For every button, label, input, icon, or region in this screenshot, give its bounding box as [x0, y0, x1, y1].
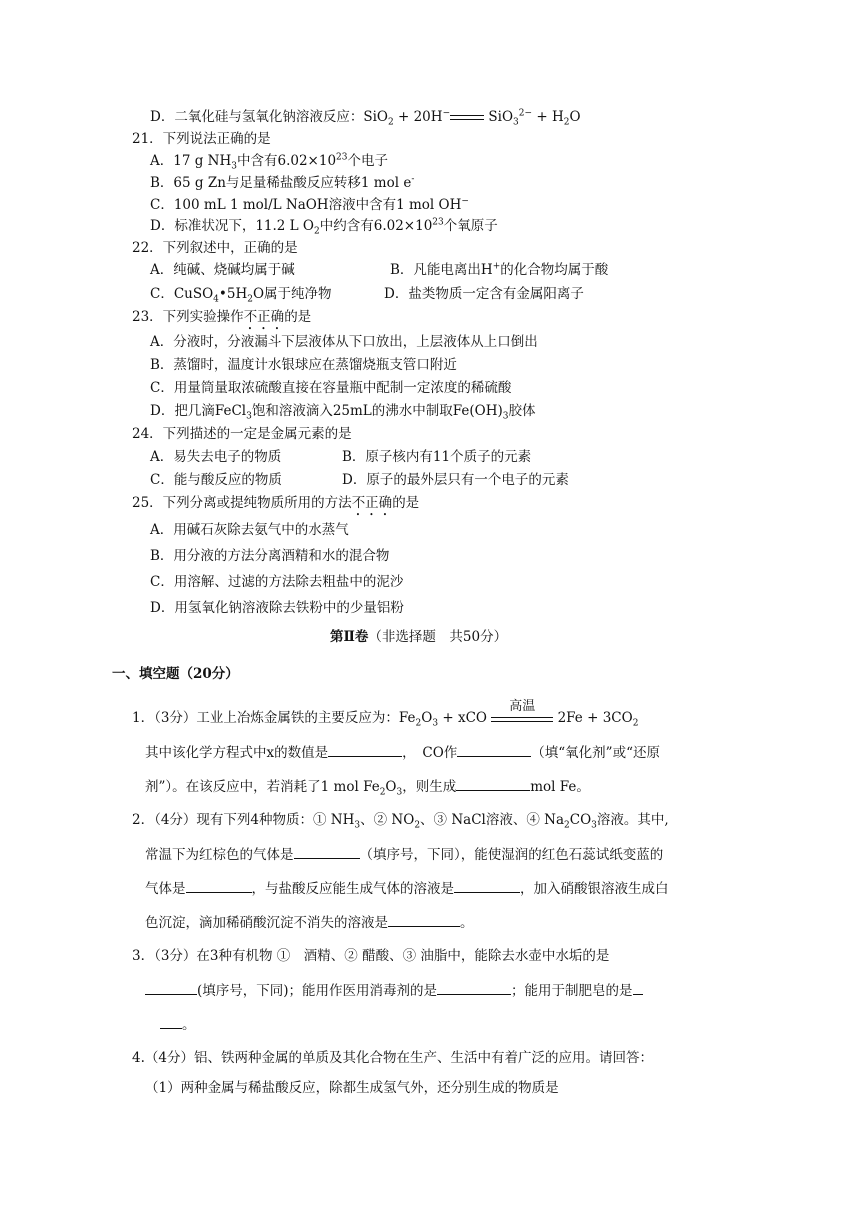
q21-option-d: D．标准状况下，11.2 L $O_2$中约含有$6.02\times 10^{23}$个氧原子	[150, 217, 498, 237]
problem2-line2: 常温下为红棕色的气体是 （填序号，下同），能使湿润的红色石蕊试纸变蓝的	[145, 844, 663, 865]
q23-option-c: C．用量筒量取浓硫酸直接在容量瓶中配制一定浓度的稀硫酸	[150, 380, 512, 396]
problem1-line3: 剂”）。在该反应中，若消耗了1 mol $Fe_2O_3$，则生成 mol Fe。	[145, 776, 590, 797]
q21-option-c: C．100 mL 1 mol/L NaOH溶液中含有1 mol OH−	[150, 196, 469, 213]
q24-stem: 24．下列描述的一定是金属元素的是	[132, 426, 352, 442]
problem3-line2: (填序号，下同)；能用作医用消毒剂的是 ；能用于制肥皂的是	[145, 980, 643, 1001]
answer-blank[interactable]	[145, 980, 197, 995]
q25-option-b: B．用分液的方法分离酒精和水的混合物	[150, 548, 390, 564]
answer-blank[interactable]	[456, 776, 530, 791]
q25-option-a: A．用碱石灰除去氨气中的水蒸气	[150, 522, 349, 538]
answer-blank[interactable]	[437, 980, 511, 995]
q22-option-a: A．纯碱、烧碱均属于碱	[150, 262, 295, 278]
q21-stem: 21．下列说法正确的是	[132, 131, 271, 147]
answer-blank[interactable]	[633, 980, 643, 995]
q24-option-c: C．能与酸反应的物质	[150, 472, 282, 488]
problem3-line3: 。	[160, 1014, 196, 1035]
q24-option-b: B．原子核内有11个质子的元素	[342, 449, 532, 465]
answer-blank[interactable]	[454, 878, 520, 893]
q22-option-d: D．盐类物质一定含有金属阳离子	[384, 286, 584, 302]
answer-blank[interactable]	[457, 742, 531, 757]
part2-title: 第Ⅱ卷（非选择题 共50分）	[330, 629, 508, 645]
answer-blank[interactable]	[328, 742, 402, 757]
problem2-line3: 气体是 ，与盐酸反应能生成气体的溶液是 ，加入硝酸银溶液生成白	[145, 878, 669, 899]
q25-option-d: D．用氢氧化钠溶液除去铁粉中的少量铝粉	[150, 600, 404, 616]
problem1-line1: 1．（3分）工业上冶炼金属铁的主要反应为：$Fe_2O_3$ + xCO 高温 $2Fe + 3CO_2$	[132, 698, 639, 729]
problem3-line1: 3．（3分）在3种有机物 ① 酒精、② 醋酸、③ 油脂中，能除去水壶中水垢的是	[132, 948, 610, 964]
answer-blank[interactable]	[388, 912, 460, 927]
q23-stem: 23．下列实验操作不正确的是	[132, 309, 312, 325]
problem4-line2: （1）两种金属与稀盐酸反应，除都生成氢气外，还分别生成的物质是	[145, 1080, 559, 1096]
problem2-line4: 色沉淀，滴加稀硝酸沉淀不消失的溶液是 。	[145, 912, 474, 933]
problem2-line1: 2．（4分）现有下列4种物质：① $NH_3$、② $NO_2$、③ NaCl溶液、④ $Na_2CO_3$溶液。其中,	[132, 812, 669, 831]
reaction-arrow: 高温	[491, 709, 553, 729]
q22-stem: 22．下列叙述中，正确的是	[132, 240, 298, 256]
q21-option-a: A．17 g $NH_3$中含有$6.02\times 10^{23}$个电子	[150, 152, 388, 172]
q24-option-a: A．易失去电子的物质	[150, 449, 282, 465]
q21-option-b: B．65 g Zn与足量稀盐酸反应转移1 mol e-	[150, 174, 415, 191]
problem1-line2: 其中该化学方程式中x的数值是 ， CO作 （填“氧化剂”或“还原	[145, 742, 660, 763]
answer-blank[interactable]	[294, 844, 360, 859]
q23-option-a: A．分液时，分液漏斗下层液体从下口放出，上层液体从上口倒出	[150, 334, 538, 350]
section-heading: 一、填空题（20分）	[112, 666, 239, 682]
q22-option-c: C．$CuSO_4•5H_2O$属于纯净物	[150, 286, 332, 305]
q25-stem: 25．下列分离或提纯物质所用的方法不正确的是	[132, 495, 420, 511]
q20-option-d: D．二氧化硅与氢氧化钠溶液反应：SiO$_2$ + 20H− $SiO_3^{2-} + H_2O$	[150, 108, 581, 128]
q22-option-b: B．凡能电离出H+的化合物均属于酸	[390, 261, 609, 278]
answer-blank[interactable]	[160, 1014, 182, 1029]
equals-sign	[450, 113, 484, 123]
q24-option-d: D．原子的最外层只有一个电子的元素	[342, 472, 569, 488]
q23-option-b: B．蒸馏时，温度计水银球应在蒸馏烧瓶支管口附近	[150, 357, 457, 373]
answer-blank[interactable]	[186, 878, 252, 893]
problem4-line1: 4.（4分）铝、铁两种金属的单质及其化合物在生产、生活中有着广泛的应用。请回答：	[132, 1050, 653, 1066]
q23-option-d: D．把几滴FeCl$_3$饱和溶液滴入25mL的沸水中制取$Fe(OH)_3$胶体	[150, 403, 536, 422]
q25-option-c: C．用溶解、过滤的方法除去粗盐中的泥沙	[150, 574, 404, 590]
